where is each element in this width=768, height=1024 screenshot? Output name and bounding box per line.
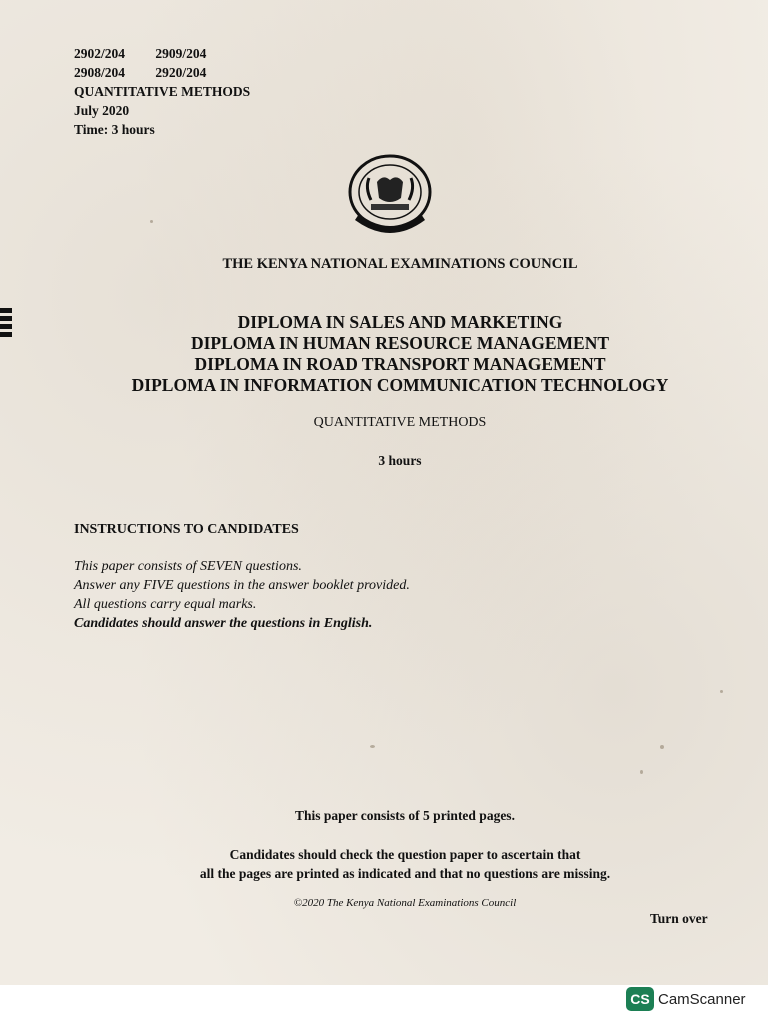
code-row [74, 63, 250, 82]
instructions-list [74, 557, 410, 633]
camscanner-name: CamScanner [658, 990, 746, 1008]
paper-duration: 3 hours [378, 453, 422, 468]
paper-code: 2902/204 [74, 46, 126, 61]
knec-seal-icon [347, 152, 433, 234]
paper-code: 2909/204 [155, 46, 207, 61]
instructions-heading: INSTRUCTIONS TO CANDIDATES [74, 522, 299, 537]
pages-note: This paper consists of 5 printed pages. [295, 808, 515, 823]
diploma-title: DIPLOMA IN ROAD TRANSPORT MANAGEMENT [194, 354, 606, 374]
council-name: THE KENYA NATIONAL EXAMINATIONS COUNCIL [222, 256, 578, 272]
instruction-line: Answer any FIVE questions in the answer booklet provided. [74, 578, 410, 593]
header-time: Time: 3 hours [74, 122, 155, 137]
code-row [74, 44, 250, 63]
turn-over-note: Turn over [650, 911, 708, 926]
paper-subject: QUANTITATIVE METHODS [313, 415, 487, 430]
check-line: all the pages are printed as indicated and that no questions are missing. [199, 866, 611, 881]
diploma-list [0, 312, 768, 396]
instruction-line: Candidates should answer the questions in English. [74, 616, 373, 631]
check-line: Candidates should check the question paper to ascertain that [229, 847, 581, 862]
diploma-title: DIPLOMA IN INFORMATION COMMUNICATION TECHNOLOGY [131, 375, 669, 395]
instruction-line: All questions carry equal marks. [74, 597, 257, 612]
header-date: July 2020 [74, 103, 130, 118]
camscanner-watermark [626, 987, 746, 1011]
header-subject: QUANTITATIVE METHODS [74, 84, 251, 99]
paper-code: 2908/204 [74, 65, 126, 80]
copyright: ©2020 The Kenya National Examinations Council [293, 897, 517, 909]
camscanner-logo-icon: CS [626, 987, 654, 1011]
diploma-title: DIPLOMA IN SALES AND MARKETING [237, 312, 563, 332]
check-note [0, 845, 768, 883]
instruction-line: This paper consists of SEVEN questions. [74, 559, 302, 574]
paper-header [74, 44, 250, 139]
diploma-title: DIPLOMA IN HUMAN RESOURCE MANAGEMENT [190, 333, 610, 353]
paper-code: 2920/204 [155, 65, 207, 80]
